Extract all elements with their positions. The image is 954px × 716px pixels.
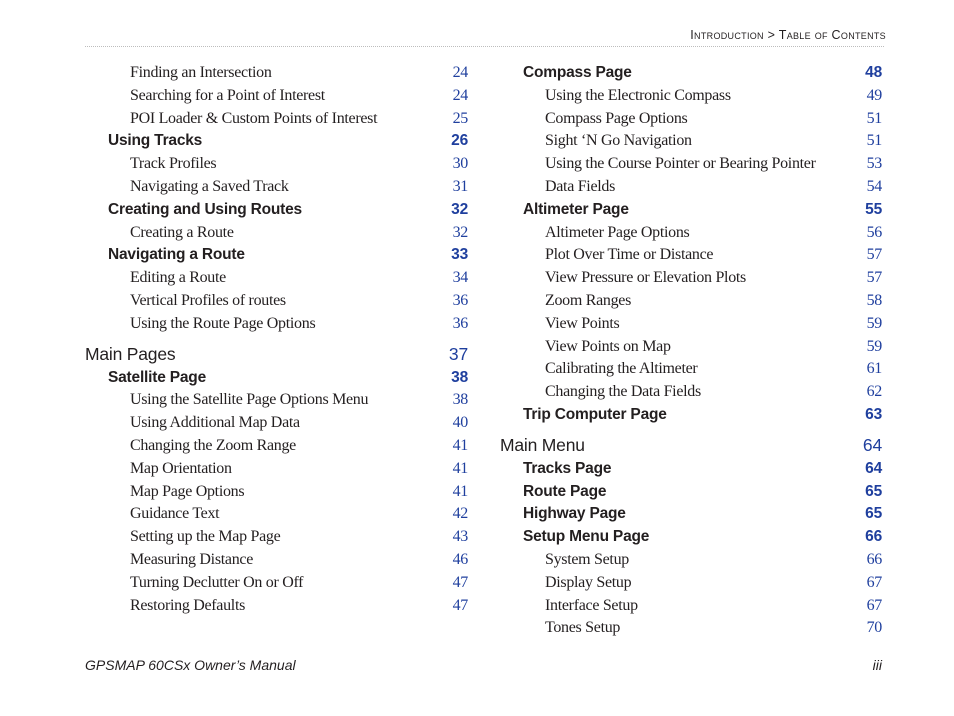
toc-page-link[interactable]: 38	[451, 368, 468, 386]
toc-entry[interactable]	[85, 315, 468, 338]
toc-page-link[interactable]: 66	[865, 528, 882, 546]
toc-entry-title: Editing a Route	[130, 269, 226, 287]
toc-entry[interactable]	[85, 414, 468, 437]
toc-entry-title: Creating and Using Routes	[108, 200, 302, 218]
toc-entry-title: Navigating a Saved Track	[130, 177, 289, 195]
toc-page-link[interactable]: 26	[451, 132, 468, 150]
toc-entry[interactable]	[85, 269, 468, 292]
toc-page-link[interactable]: 66	[866, 550, 882, 568]
toc-page-link[interactable]: 67	[866, 596, 882, 614]
toc-entry-title: Satellite Page	[108, 368, 206, 386]
toc-entry[interactable]	[85, 155, 468, 178]
toc-entry[interactable]	[500, 155, 882, 178]
toc-page-link[interactable]: 32	[451, 200, 468, 218]
toc-entry-title: Using the Route Page Options	[130, 314, 316, 332]
toc-entry-title: Display Setup	[545, 573, 632, 591]
toc-entry[interactable]	[85, 391, 468, 414]
toc-entry-title: Using the Course Pointer or Bearing Pointer	[545, 155, 816, 173]
toc-entry-title: View Points on Map	[545, 337, 671, 355]
toc-page-link[interactable]: 48	[865, 64, 882, 81]
toc-entry-title: Vertical Profiles of routes	[130, 291, 286, 309]
toc-page-link[interactable]: 41	[452, 459, 468, 477]
toc-page-link[interactable]: 61	[866, 360, 882, 378]
toc-page-link[interactable]: 37	[448, 343, 468, 364]
toc-page-link[interactable]: 36	[452, 291, 468, 309]
toc-entry-title: Highway Page	[523, 505, 626, 523]
toc-entry-title: Tracks Page	[523, 459, 612, 477]
toc-page-link[interactable]: 38	[452, 391, 468, 409]
toc-entry[interactable]	[500, 435, 882, 460]
toc-entry[interactable]	[500, 460, 882, 483]
toc-entry-title: View Pressure or Elevation Plots	[545, 269, 746, 287]
toc-entry-title: Restoring Defaults	[130, 596, 246, 614]
toc-entry-title: Altimeter Page	[523, 200, 629, 218]
toc-page-link[interactable]: 34	[452, 269, 468, 287]
toc-page-link[interactable]: 56	[866, 223, 882, 241]
toc-column-right	[500, 64, 882, 642]
toc-entry-title: Using the Satellite Page Options Menu	[130, 391, 369, 409]
toc-entry-title: Using the Electronic Compass	[545, 86, 731, 104]
toc-column-left	[85, 64, 468, 619]
toc-entry[interactable]	[85, 597, 468, 620]
toc-entry-title: Main Pages	[85, 343, 176, 364]
toc-entry[interactable]	[85, 201, 468, 224]
toc-entry-title: Map Page Options	[130, 482, 245, 500]
toc-entry-title: POI Loader & Custom Points of Interest	[130, 109, 378, 127]
toc-page-link[interactable]: 42	[452, 505, 468, 523]
toc-entry[interactable]	[85, 110, 468, 133]
toc-entry[interactable]	[500, 315, 882, 338]
toc-entry[interactable]	[85, 224, 468, 247]
toc-page-link[interactable]: 63	[865, 405, 882, 423]
toc-page-link[interactable]: 65	[865, 505, 882, 523]
toc-entry-title: Compass Page Options	[545, 109, 688, 127]
toc-page-link[interactable]: 54	[866, 177, 882, 195]
toc-entry[interactable]	[500, 224, 882, 247]
toc-page-link[interactable]: 31	[452, 177, 468, 195]
toc-entry[interactable]	[500, 201, 882, 224]
toc-entry[interactable]	[500, 246, 882, 269]
toc-page-link[interactable]: 64	[862, 434, 882, 455]
toc-entry[interactable]	[500, 406, 882, 429]
toc-entry-title: Changing the Data Fields	[545, 383, 701, 401]
toc-page-link[interactable]: 70	[866, 619, 882, 637]
toc-entry-title: Main Menu	[500, 434, 585, 455]
toc-entry-title: Creating a Route	[130, 223, 234, 241]
toc-page-link[interactable]: 30	[452, 155, 468, 173]
toc-entry[interactable]	[500, 551, 882, 574]
toc-entry[interactable]	[85, 483, 468, 506]
toc-entry-title: Turning Declutter On or Off	[130, 573, 304, 591]
toc-entry-title: Finding an Intersection	[130, 64, 272, 81]
toc-entry[interactable]	[85, 344, 468, 369]
toc-entry-title: Track Profiles	[130, 155, 217, 173]
toc-page-link[interactable]: 59	[866, 314, 882, 332]
toc-page-link[interactable]: 64	[865, 459, 882, 477]
toc-page-link[interactable]: 53	[866, 155, 882, 173]
toc-page-link[interactable]: 41	[452, 436, 468, 454]
toc-page-link[interactable]: 65	[865, 482, 882, 500]
footer-page-number: iii	[872, 657, 882, 673]
toc-page-link[interactable]: 36	[452, 314, 468, 332]
toc-entry[interactable]	[85, 178, 468, 201]
toc-entry-title: Altimeter Page Options	[545, 223, 690, 241]
toc-entry[interactable]	[500, 505, 882, 528]
toc-entry[interactable]	[500, 483, 882, 506]
toc-entry[interactable]	[500, 178, 882, 201]
toc-entry-title: Changing the Zoom Range	[130, 436, 296, 454]
toc-entry[interactable]	[85, 551, 468, 574]
toc-entry[interactable]	[500, 64, 882, 87]
toc-page-link[interactable]: 46	[452, 550, 468, 568]
toc-page-link[interactable]: 62	[866, 383, 882, 401]
toc-entry-title: Setup Menu Page	[523, 528, 650, 546]
toc-page-link[interactable]: 49	[866, 86, 882, 104]
toc-entry-title: Guidance Text	[130, 505, 220, 523]
toc-page-link[interactable]: 25	[452, 109, 468, 127]
toc-entry[interactable]	[85, 87, 468, 110]
toc-page-link[interactable]: 59	[866, 337, 882, 355]
toc-entry[interactable]	[85, 574, 468, 597]
toc-page-link[interactable]: 55	[865, 200, 882, 218]
toc-entry[interactable]	[500, 87, 882, 110]
toc-entry[interactable]	[85, 460, 468, 483]
toc-entry-title: Searching for a Point of Interest	[130, 86, 325, 104]
toc-entry[interactable]	[85, 132, 468, 155]
toc-entry[interactable]	[500, 360, 882, 383]
toc-page-link[interactable]: 47	[452, 573, 468, 591]
toc-entry-title: Measuring Distance	[130, 550, 254, 568]
header-divider	[85, 46, 884, 47]
toc-entry[interactable]	[500, 528, 882, 551]
toc-page-link[interactable]: 33	[451, 246, 468, 264]
toc-entry[interactable]	[85, 528, 468, 551]
breadcrumb: Introduction > Table of Contents	[690, 28, 886, 42]
footer-manual-title: GPSMAP 60CSx Owner’s Manual	[85, 657, 296, 673]
toc-entry-title: Calibrating the Altimeter	[545, 360, 698, 378]
toc-entry-title: Data Fields	[545, 177, 616, 195]
toc-entry[interactable]	[85, 246, 468, 269]
toc-entry-title: Setting up the Map Page	[130, 528, 281, 546]
toc-entry-title: Navigating a Route	[108, 246, 245, 264]
toc-entry[interactable]	[500, 574, 882, 597]
toc-entry-title: Zoom Ranges	[545, 291, 632, 309]
toc-entry[interactable]	[500, 269, 882, 292]
toc-page-link[interactable]: 32	[452, 223, 468, 241]
toc-entry-title: Trip Computer Page	[523, 405, 667, 423]
toc-entry[interactable]	[500, 110, 882, 133]
toc-entry-title: View Points	[545, 314, 620, 332]
toc-entry[interactable]	[500, 383, 882, 406]
toc-entry-title: Route Page	[523, 482, 607, 500]
toc-entry[interactable]	[500, 132, 882, 155]
toc-entry[interactable]	[500, 597, 882, 620]
toc-entry[interactable]	[85, 64, 468, 87]
toc-page-link[interactable]: 51	[866, 132, 882, 150]
toc-entry-title: Using Additional Map Data	[130, 414, 300, 432]
toc-page-link[interactable]: 24	[452, 86, 468, 104]
toc-entry-title: System Setup	[545, 550, 629, 568]
toc-entry[interactable]	[85, 292, 468, 315]
toc-page-link[interactable]: 24	[452, 64, 468, 81]
toc-entry[interactable]	[500, 619, 882, 642]
toc-entry[interactable]	[85, 505, 468, 528]
toc-page-link[interactable]: 57	[866, 246, 882, 264]
toc-page-link[interactable]: 47	[452, 596, 468, 614]
toc-entry[interactable]	[500, 292, 882, 315]
toc-entry[interactable]	[500, 338, 882, 361]
toc-entry[interactable]	[85, 437, 468, 460]
toc-page-link[interactable]: 57	[866, 269, 882, 287]
toc-entry-title: Compass Page	[523, 64, 632, 81]
toc-page-link[interactable]: 41	[452, 482, 468, 500]
toc-entry-title: Plot Over Time or Distance	[545, 246, 714, 264]
toc-page-link[interactable]: 67	[866, 573, 882, 591]
toc-page-link[interactable]: 51	[866, 109, 882, 127]
toc-entry-title: Using Tracks	[108, 132, 203, 150]
toc-page-link[interactable]: 58	[866, 291, 882, 309]
toc-entry-title: Sight ‘N Go Navigation	[545, 132, 692, 150]
toc-page-link[interactable]: 40	[452, 414, 468, 432]
toc-entry-title: Map Orientation	[130, 459, 232, 477]
toc-entry-title: Tones Setup	[545, 619, 621, 637]
toc-page-link[interactable]: 43	[452, 528, 468, 546]
toc-entry-title: Interface Setup	[545, 596, 638, 614]
toc-entry[interactable]	[85, 369, 468, 392]
